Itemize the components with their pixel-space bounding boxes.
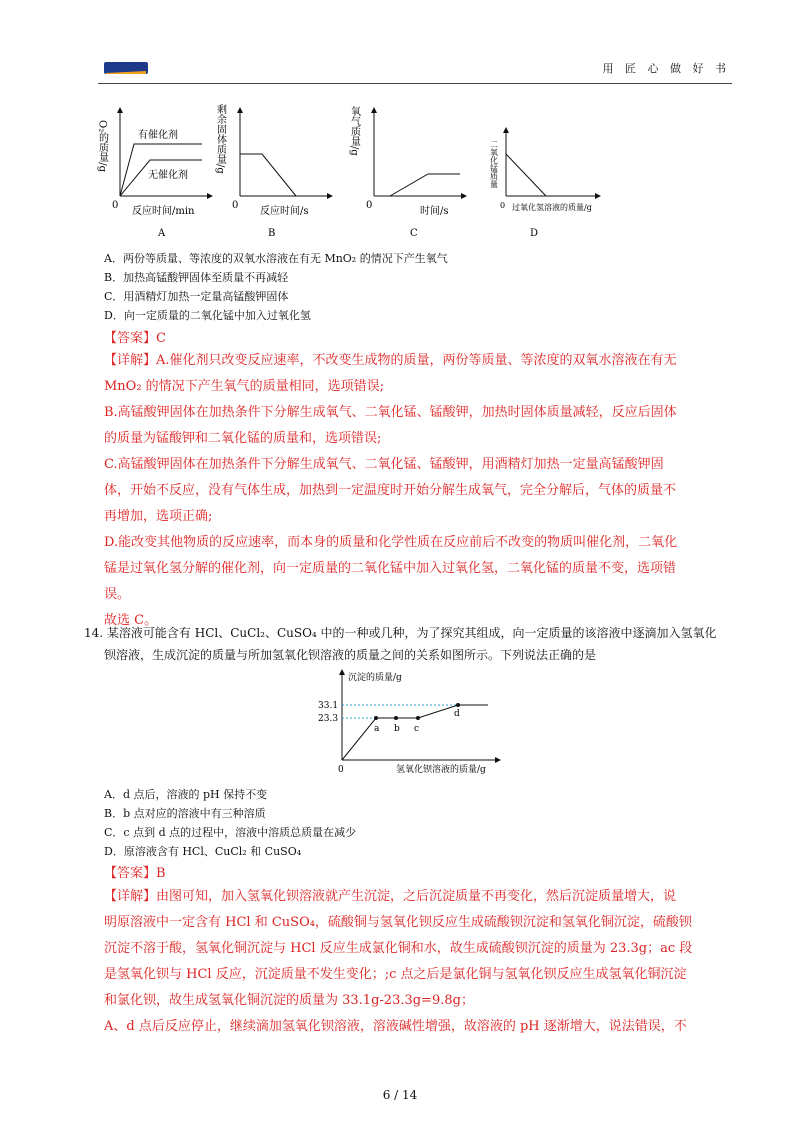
q13-detail-line: MnO₂ 的情况下产生氧气的质量相同，选项错误;: [104, 379, 385, 394]
graph-b-xlabel: 反应时间/s: [260, 206, 309, 217]
q14-option-a: A．d 点后，溶液的 pH 保持不变: [104, 788, 268, 801]
q14-detail-line: 明原溶液中一定含有 HCl 和 CuSO₄，硫酸铜与氢氧化钡反应生成硫酸钡沉淀和氢氧化铜沉淀，硫酸钡: [104, 915, 692, 930]
publisher-logo: [104, 60, 148, 76]
header-slogan: 用 匠 心 做 好 书: [602, 62, 730, 75]
q14-label-b: b: [394, 724, 400, 734]
q14-option-c: C．c 点到 d 点的过程中，溶液中溶质总质量在减少: [104, 826, 357, 839]
graph-a-origin: 0: [112, 200, 119, 211]
graph-b-ylabel: 剩余固体质量/g: [214, 104, 226, 174]
q14-detail-line: A、d 点后反应停止，继续滴加氢氧化钡溶液，溶液碱性增强，故溶液的 pH 逐渐增大，说法错误，不: [104, 1019, 687, 1034]
q14-point-c: [416, 716, 420, 720]
graph-b-origin: 0: [232, 200, 239, 211]
graph-a-curve2: 无催化剂: [148, 170, 188, 181]
q13-detail-line: 误。: [104, 587, 131, 602]
graph-c-ylabel: 氧气质量/g: [348, 106, 360, 156]
q14-detail-line: 【详解】由图可知，加入氢氧化钡溶液就产生沉淀，之后沉淀质量不再变化，然后沉淀质量增大，说: [104, 889, 677, 904]
q13-detail: [104, 348, 724, 634]
q14-point-d: [456, 703, 460, 707]
q14-stem-line: 某溶液可能含有 HCl、CuCl₂、CuSO₄ 中的一种或几种，为了探究其组成，向一定质量的该溶液中逐滴加入氢氧化: [106, 626, 717, 640]
q13-option-a: A．两份等质量、等浓度的双氧水溶液在有无 MnO₂ 的情况下产生氧气: [104, 252, 448, 265]
q13-detail-line: 体，开始不反应，没有气体生成，加热到一定温度时开始分解生成氧气，完全分解后，气体的质量不: [104, 483, 677, 498]
q14-detail-line: 是氢氧化钡与 HCl 反应，沉淀质量不发生变化；;c 点之后是氯化铜与氢氧化钡反应生成氢氧化铜沉淀: [104, 967, 687, 982]
q14-label-c: c: [414, 724, 420, 734]
q14-answer: 【答案】B: [104, 866, 166, 881]
q13-detail-line: 的质量为锰酸钾和二氧化锰的质量和，选项错误;: [104, 431, 382, 446]
graph-d-xlabel: 过氧化氢溶液的质量/g: [512, 203, 592, 212]
graph-a-letter: A: [158, 228, 166, 239]
graph-a-curve1: 有催化剂: [138, 130, 178, 141]
q14-figure: [300, 668, 500, 778]
graph-c-letter: C: [410, 228, 418, 239]
q14-point-b: [394, 716, 398, 720]
q14-detail-line: 和氯化钡，故生成氢氧化铜沉淀的质量为 33.1g-23.3g=9.8g；: [104, 993, 474, 1008]
q14-label-a: a: [374, 724, 380, 734]
q13-detail-line: 再增加，选项正确;: [104, 509, 213, 524]
q14-ylabel: 沉淀的质量/g: [348, 673, 402, 683]
q14-number: 14.: [84, 626, 104, 640]
q14-stem-line: 钡溶液，生成沉淀的质量与所加氢氧化钡溶液的质量之间的关系如图所示。下列说法正确的是: [104, 648, 597, 662]
graph-d: [490, 130, 599, 239]
q14-option-b: B．b 点对应的溶液中有三种溶质: [104, 807, 266, 820]
q13-detail-line: B.高锰酸钾固体在加热条件下分解生成氧气、二氧化锰、锰酸钾，加热时固体质量减轻，反应后固体: [104, 405, 677, 420]
q13-detail-line: D.能改变其他物质的反应速率，而本身的质量和化学性质在反应前后不改变的物质叫催化剂，二氧化: [104, 535, 678, 550]
graph-a-ylabel: O₂的质量/g: [96, 120, 108, 172]
graph-b-letter: B: [268, 228, 276, 239]
header-rule: [98, 83, 732, 84]
q14-stem: [84, 622, 724, 666]
page-number: 6 / 14: [382, 1088, 418, 1102]
q14-origin: 0: [338, 765, 344, 775]
q14-option-d: D．原溶液含有 HCl、CuCl₂ 和 CuSO₄: [104, 845, 302, 858]
graph-c-xlabel: 时间/s: [420, 206, 449, 217]
q13-detail-line: 故选 C。: [104, 613, 158, 628]
q14-detail: [104, 884, 724, 1040]
graph-c: [349, 105, 465, 239]
q13-option-c: C．用酒精灯加热一定量高锰酸钾固体: [104, 290, 289, 303]
q13-detail-line: 锰是过氧化氢分解的催化剂，向一定质量的二氧化锰中加入过氧化氢，二氧化锰的质量不变，选项错: [104, 561, 677, 576]
q14-ytick-33: 33.1: [318, 701, 339, 711]
q14-ytick-23: 23.3: [318, 714, 339, 724]
q14-label-d: d: [454, 709, 460, 719]
q14-point-a: [374, 716, 378, 720]
graph-b: [215, 103, 331, 239]
q13-option-d: D．向一定质量的二氧化锰中加入过氧化氢: [104, 309, 311, 322]
q13-detail-line: C.高锰酸钾固体在加热条件下分解生成氧气、二氧化锰、锰酸钾，用酒精灯加热一定量高锰酸钾固: [104, 457, 664, 472]
graph-a-xlabel: 反应时间/min: [132, 206, 195, 217]
graph-d-ylabel: 二氧化锰质量: [489, 140, 499, 188]
q14-xlabel: 氢氧化钡溶液的质量/g: [396, 765, 486, 775]
graph-c-origin: 0: [366, 200, 373, 211]
q14-detail-line: 沉淀不溶于酸，氢氧化铜沉淀与 HCl 反应生成氯化铜和水，故生成硫酸钡沉淀的质量为 23.3g；ac 段: [104, 941, 693, 956]
q13-graphs: [98, 96, 738, 246]
q13-detail-line: 【详解】A.催化剂只改变反应速率，不改变生成物的质量，两份等质量、等浓度的双氧水溶液在有无: [104, 353, 677, 368]
graph-a: [97, 110, 211, 239]
q13-answer: 【答案】C: [104, 331, 166, 346]
graph-d-origin: 0: [500, 201, 506, 210]
q13-option-b: B．加热高锰酸钾固体至质量不再减轻: [104, 271, 289, 284]
graph-d-letter: D: [530, 228, 539, 239]
